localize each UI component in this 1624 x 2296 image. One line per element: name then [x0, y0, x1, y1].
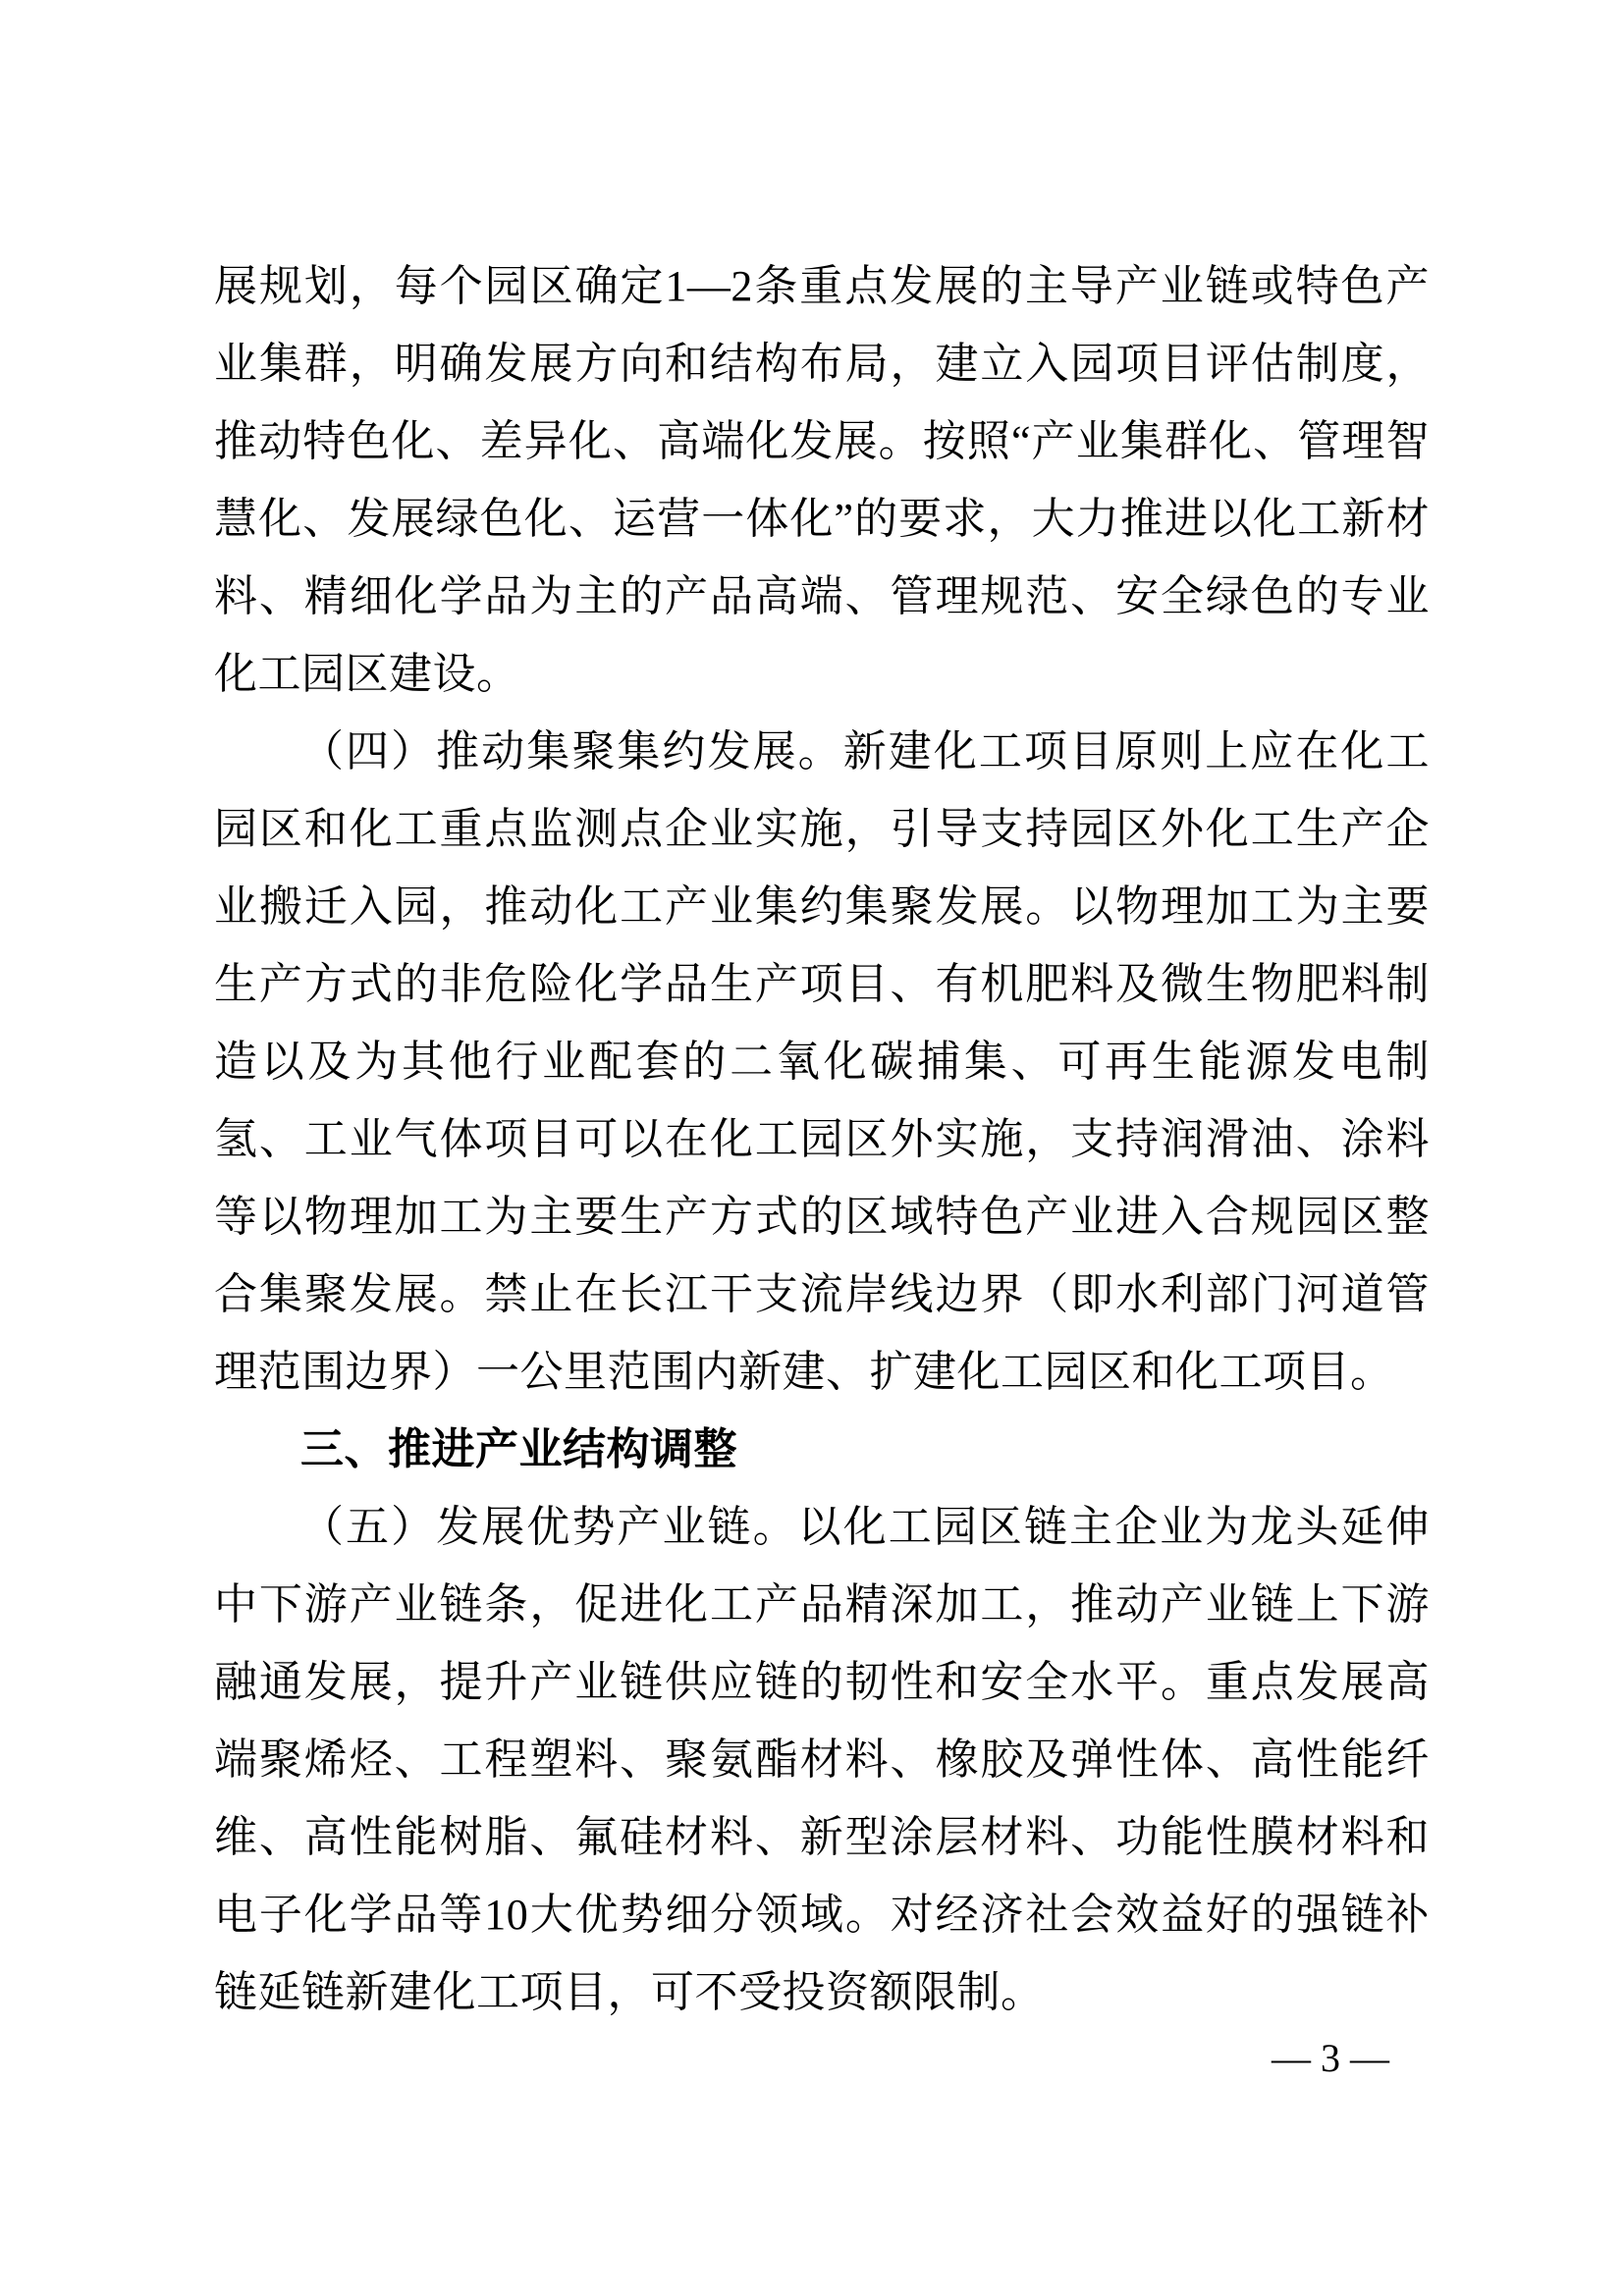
paragraph-item-4: （四）推动集聚集约发展。新建化工项目原则上应在化工园区和化工重点监测点企业实施，引导支持园区外化工生产企业搬迁入园，推动化工产业集约集聚发展。以物理加工为主要生产方式的非危险化学品生产项目、有机肥料及微生物肥料制造以及为其他行业配套的二氧化碳捕集、可再生能源发电制氢、工业气体项目可以在化工园区外实施，支持润滑油、涂料等以物理加工为主要生产方式的区域特色产业进入合规园区整合集聚发展。禁止在长江干支流岸线边界（即水利部门河道管理范围边界）一公里范围内新建、扩建化工园区和化工项目。 — [214, 727, 1430, 1396]
page-number: — 3 — — [1272, 2036, 1389, 2080]
document-body — [214, 247, 1430, 2031]
paragraph-item-5: （五）发展优势产业链。以化工园区链主企业为龙头延伸中下游产业链条，促进化工产品精深加工，推动产业链上下游融通发展，提升产业链供应链的韧性和安全水平。重点发展高端聚烯烃、工程塑料、聚氨酯材料、橡胶及弹性体、高性能纤维、高性能树脂、氟硅材料、新型涂层材料、功能性膜材料和电子化学品等10大优势细分领域。对经济社会效益好的强链补链延链新建化工项目，可不受投资额限制。 — [214, 1503, 1430, 2016]
section-heading: 三、推进产业结构调整 — [300, 1425, 737, 1473]
paragraph-continuation: 展规划，每个园区确定1—2条重点发展的主导产业链或特色产业集群，明确发展方向和结构布局，建立入园项目评估制度，推动特色化、差异化、高端化发展。按照“产业集群化、管理智慧化、发展绿色化、运营一体化”的要求，大力推进以化工新材料、精细化学品为主的产品高端、管理规范、安全绿色的专业化工园区建设。 — [214, 262, 1430, 698]
